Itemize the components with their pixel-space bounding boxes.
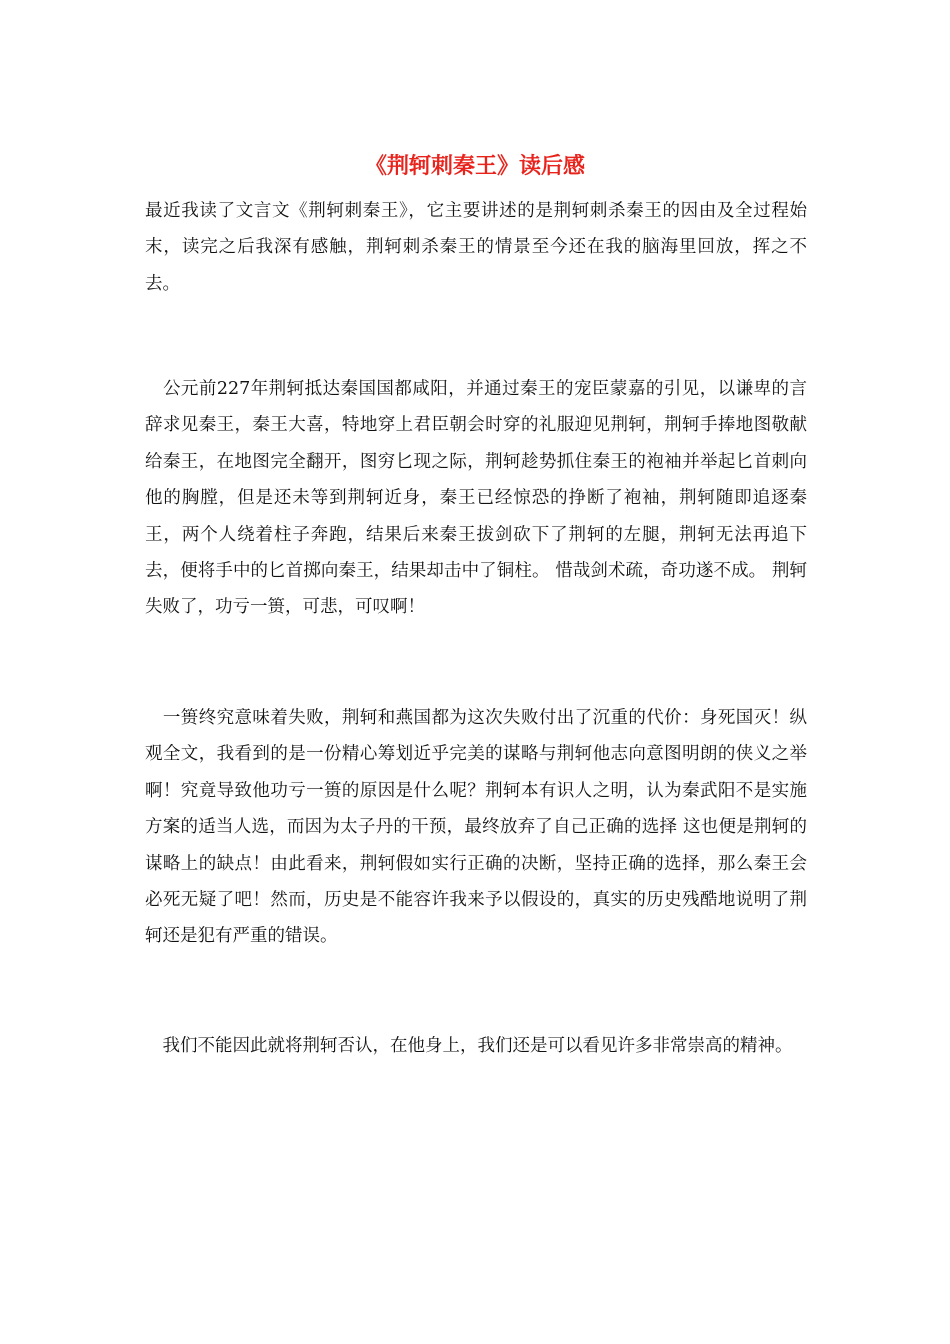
paragraph-story: 公元前227年荆轲抵达秦国国都咸阳，并通过秦王的宠臣蒙嘉的引见，以谦卑的言辞求见秦王，秦王大喜，特地穿上君臣朝会时穿的礼服迎见荆轲，荆轲手捧地图敬献给秦王，在地图完全翻开，图穷匕现之际，荆轲趁势抓住秦王的袍袖并举起匕首刺向他的胸膛，但是还未等到荆轲近身，秦王已经惊恐的挣断了袍袖，荆轲随即追逐秦王，两个人绕着柱子奔跑，结果后来秦王拔剑砍下了荆轲的左腿，荆轲无法再追下去，便将手中的匕首掷向秦王，结果却击中了铜柱。 惜哉剑术疏，奇功遂不成。 荆轲失败了，功亏一篑，可悲，可叹啊！: [145, 379, 807, 618]
paragraph-conclusion: 我们不能因此就将荆轲否认，在他身上，我们还是可以看见许多非常崇高的精神。: [145, 1036, 793, 1056]
paragraph-analysis: 一篑终究意味着失败，荆轲和燕国都为这次失败付出了沉重的代价：身死国灭！纵观全文，我看到的是一份精心筹划近乎完美的谋略与荆轲他志向意图明朗的侠义之举啊！究竟导致他功亏一篑的原因是什么呢？荆轲本有识人之明，认为秦武阳不是实施方案的适当人选，而因为太子丹的干预，最终放弃了自己正确的选择 这也便是荆轲的谋略上的缺点！由此看来，荆轲假如实行正确的决断，坚持正确的选择，那么秦王会必死无疑了吧！然而，历史是不能容许我来予以假设的，真实的历史残酷地说明了荆轲还是犯有严重的错误。: [145, 708, 807, 947]
paragraph-intro: 最近我读了文言文《荆轲刺秦王》，它主要讲述的是荆轲刺杀秦王的因由及全过程始末，读完之后我深有感触，荆轲刺杀秦王的情景至今还在我的脑海里回放，挥之不去。: [145, 201, 807, 294]
document-title: 《荆轲刺秦王》读后感: [364, 154, 585, 179]
